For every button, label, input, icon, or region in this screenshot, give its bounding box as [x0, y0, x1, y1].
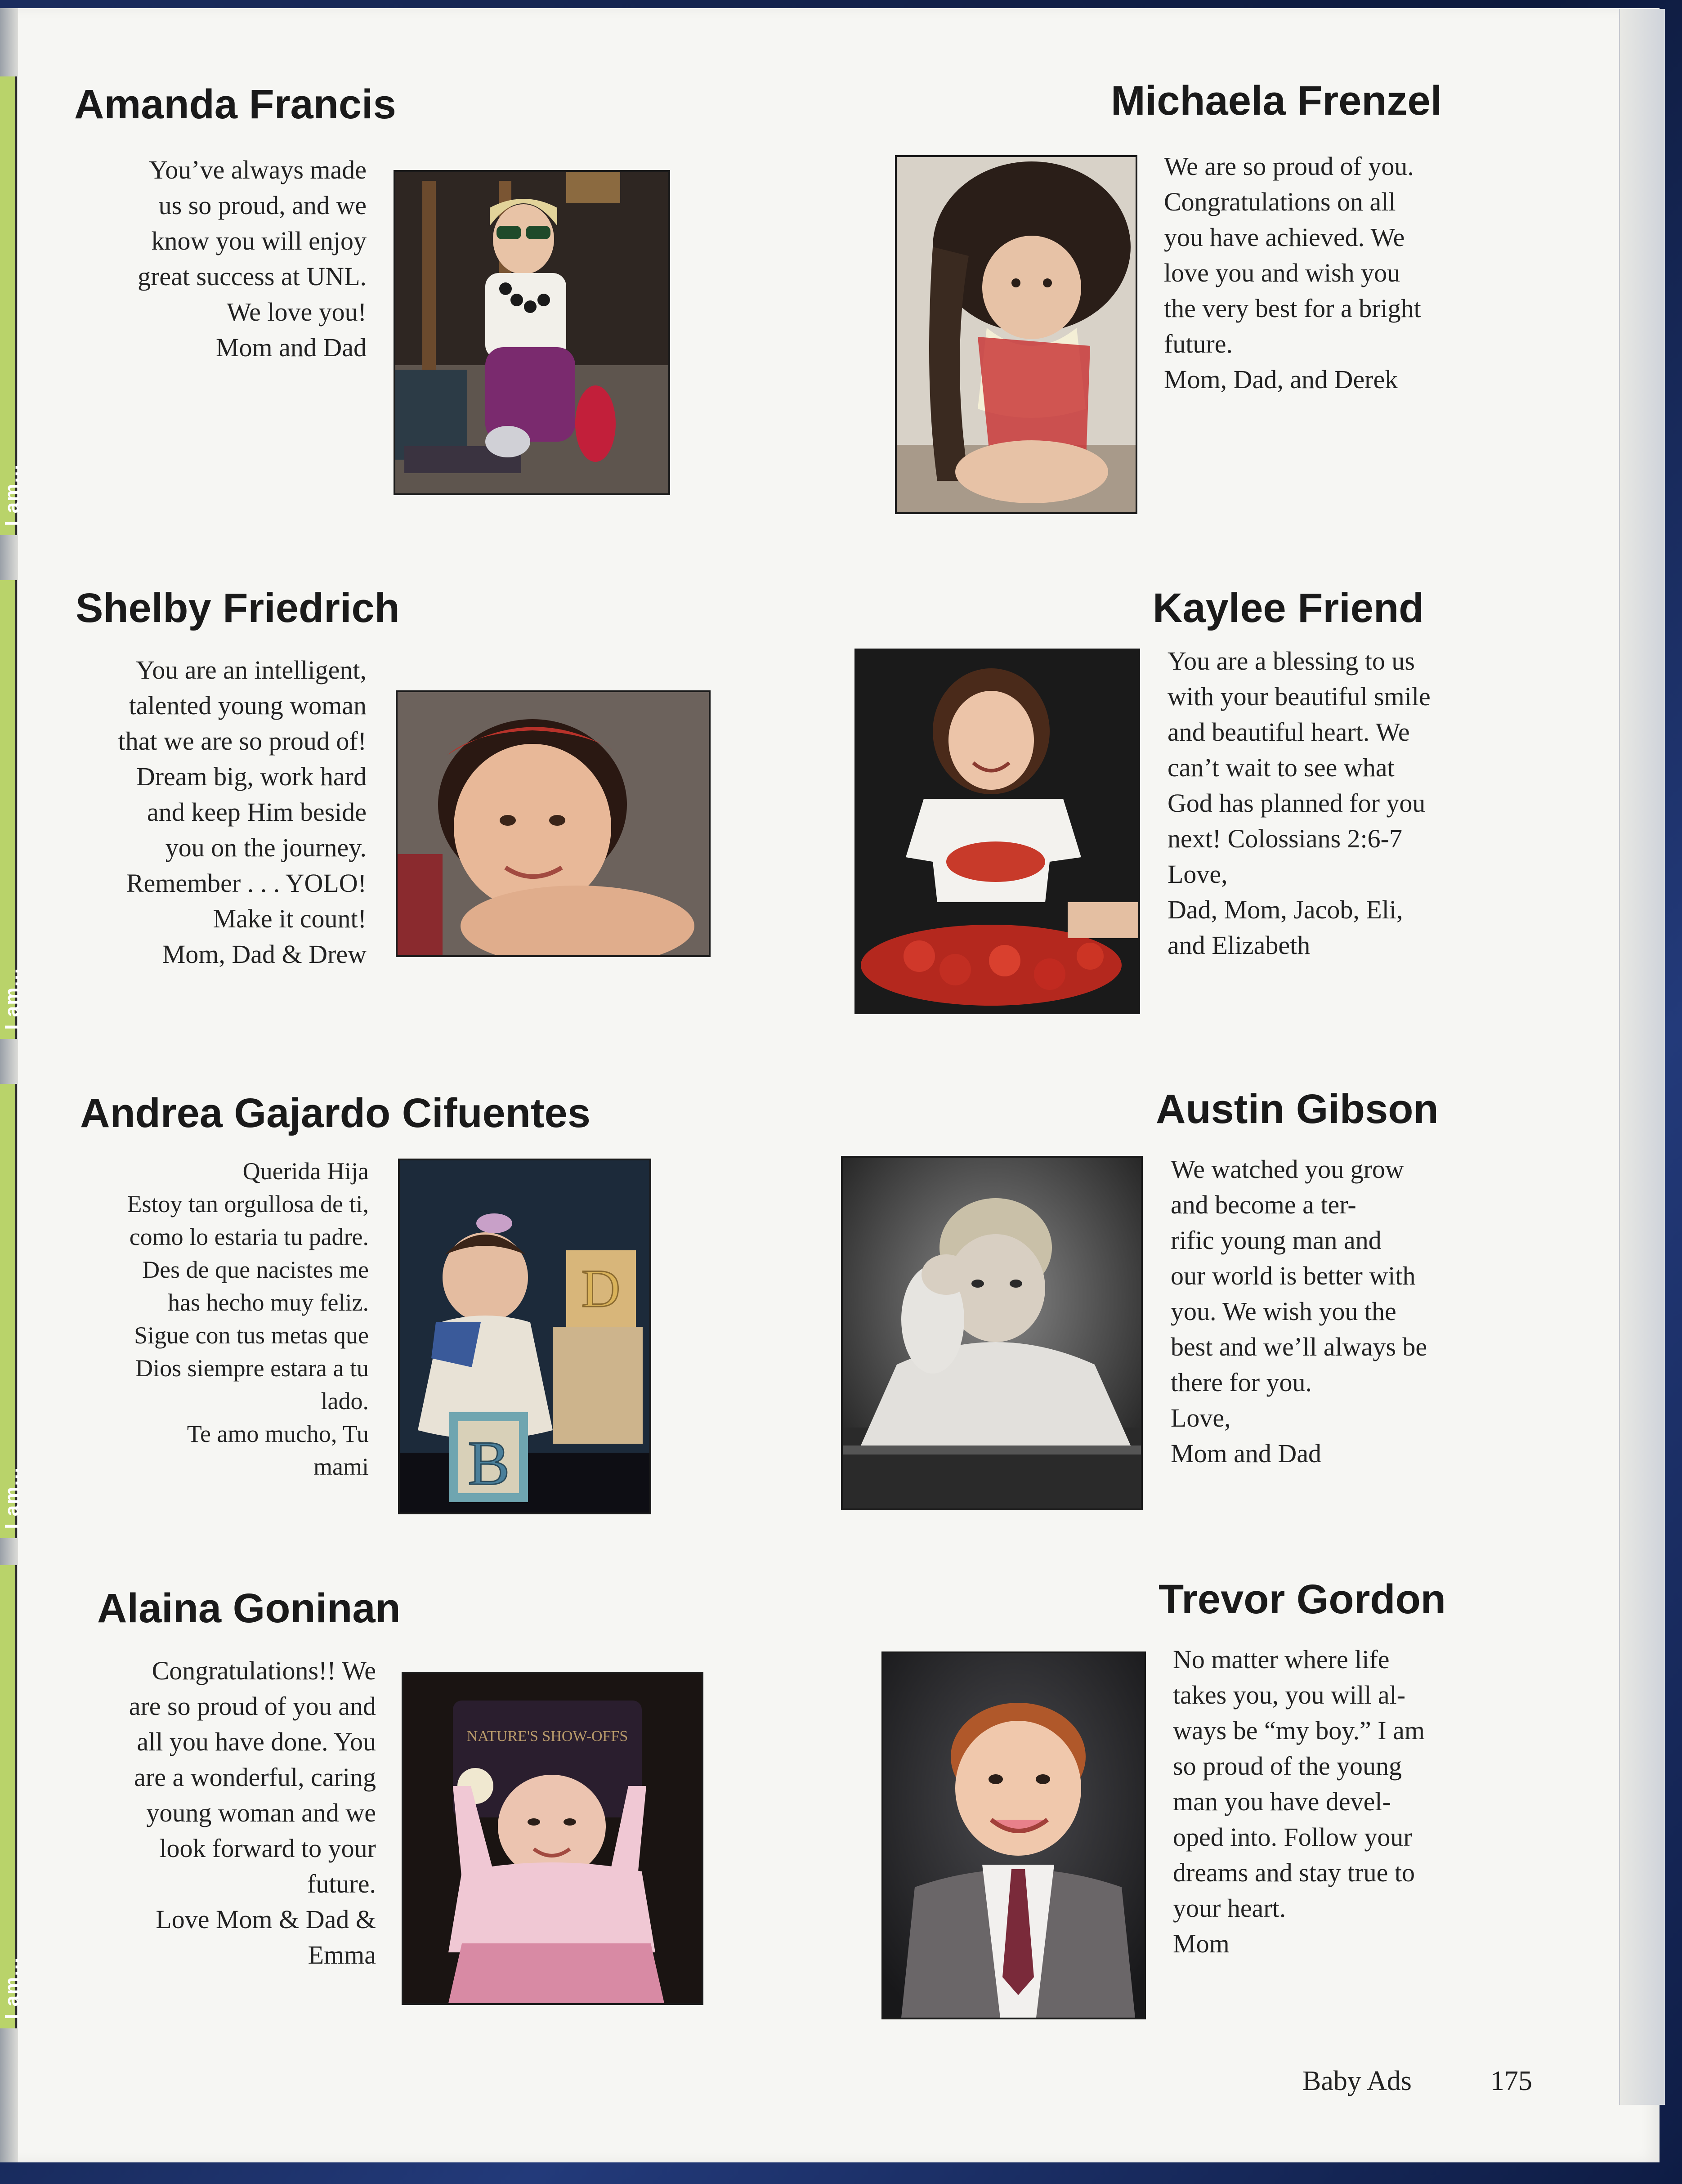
baby-ad-name: Michaela Frenzel — [1111, 78, 1442, 124]
baby-ad-name: Alaina Goninan — [97, 1585, 401, 1631]
footer-section-label: Baby Ads — [1302, 2066, 1412, 2096]
baby-ad-name: Amanda Francis — [74, 81, 396, 127]
baby-ad-name: Kaylee Friend — [1153, 585, 1424, 631]
baby-photo — [895, 155, 1137, 514]
baby-ad-message: We are so proud of you. Congratulations on all you have achieved. We love you and wish you the very best for a bright future. Mom, Dad, and Derek — [1164, 152, 1421, 394]
side-tab-label: I am... — [1, 1957, 23, 2019]
baby-ad-name: Austin Gibson — [1156, 1086, 1439, 1132]
side-tab — [0, 76, 23, 535]
baby-ad-message: You are an intelligent, talented young woman that we are so proud of! Dream big, work hard and keep Him beside you on the journey. Remember . . . YOLO! Make it count! Mom, Dad & Drew — [118, 655, 367, 969]
baby-photo — [841, 1156, 1143, 1510]
baby-ad-message: Querida Hija Estoy tan orgullosa de ti, como lo estaria tu padre. Des de que nacistes me has hecho muy feliz. Sigue con tus metas que Dios siempre estara a tu lado. Te amo mucho, Tu mami — [127, 1158, 369, 1480]
side-tab-label: I am... — [1, 967, 23, 1030]
side-tab-label: I am... — [1, 464, 23, 526]
page-edge — [1619, 9, 1665, 2105]
baby-ad-name: Andrea Gajardo Cifuentes — [80, 1090, 590, 1136]
side-tab — [0, 1565, 23, 2028]
page-number: 175 — [1490, 2066, 1532, 2096]
baby-photo — [881, 1651, 1146, 2019]
baby-photo — [394, 170, 670, 495]
block-letter-b: B — [468, 1428, 510, 1498]
baby-ad-message: You are a blessing to us with your beautiful smile and beautiful heart. We can’t wait to see what God has planned for you next! Colossians 2:6-7 Love, Dad, Mom, Jacob, Eli, and Elizabeth — [1168, 646, 1431, 960]
baby-ad-message: We watched you grow and become a ter- rific young man and our world is better with you. We wish you the best and we’ll always be there for you. Love, Mom and Dad — [1171, 1155, 1427, 1468]
book-title-text: NATURE'S SHOW-OFFS — [466, 1728, 628, 1745]
baby-photo — [854, 649, 1140, 1014]
baby-ad-message: You’ve always made us so proud, and we know you will enjoy great success at UNL. We love you! Mom and Dad — [138, 155, 367, 362]
side-tab-label: I am... — [1, 1467, 23, 1529]
side-tab — [0, 580, 23, 1039]
baby-photo — [398, 1159, 651, 1514]
baby-ad-message: Congratulations!! We are so proud of you and all you have done. You are a wonderful, caring young woman and we look forward to your future. Love Mom & Dad & Emma — [129, 1656, 376, 1969]
block-letter-d: D — [581, 1258, 621, 1318]
baby-photo — [396, 690, 711, 957]
baby-ad-name: Trevor Gordon — [1159, 1576, 1446, 1622]
baby-ad-message: No matter where life takes you, you will al- ways be “my boy.” I am so proud of the young man you have devel- oped into. Follow your dreams and stay true to your heart. Mom — [1173, 1645, 1425, 1958]
baby-ad-name: Shelby Friedrich — [76, 585, 400, 631]
side-tab — [0, 1084, 23, 1538]
baby-photo — [402, 1672, 703, 2005]
